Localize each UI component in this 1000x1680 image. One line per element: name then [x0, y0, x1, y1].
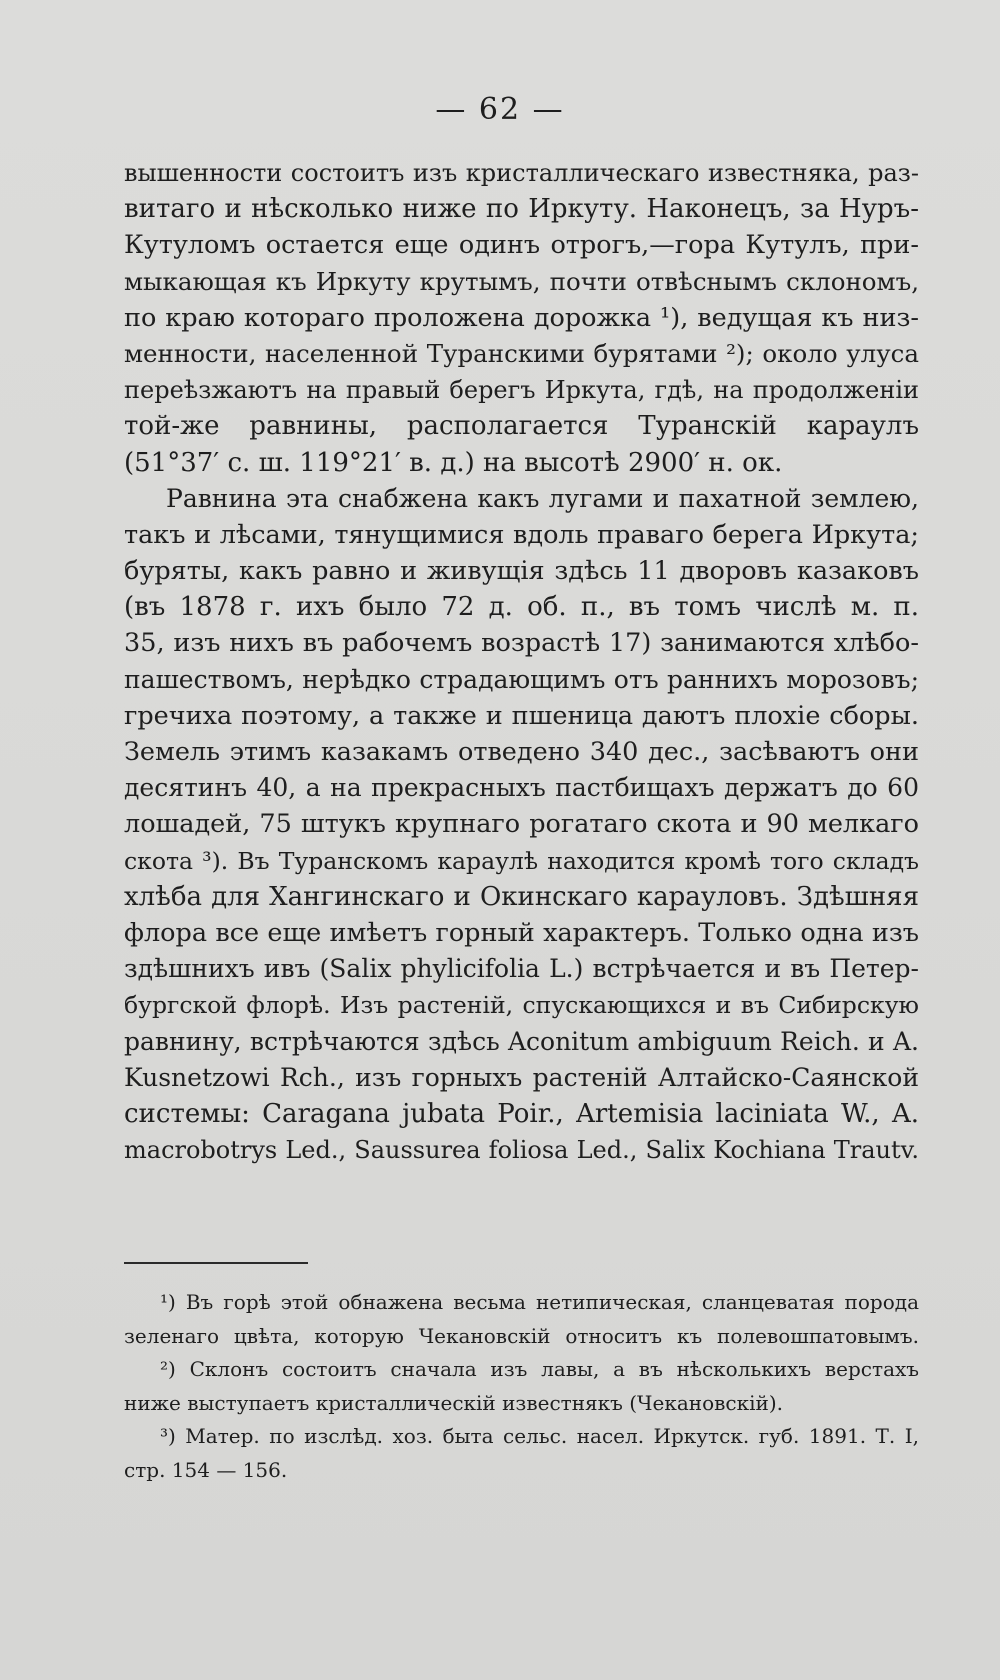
- footnote-line: ³) Матер. по изслѣд. хоз. быта сельс. насел. Иркутск. губ. 1891. Т. I,: [160, 1424, 919, 1449]
- body-line: мыкающая къ Иркуту крутымъ, почти отвѣснымъ склономъ,: [124, 266, 919, 296]
- footnote-line: ¹) Въ горѣ этой обнажена весьма нетипическая, сланцеватая порода: [160, 1290, 919, 1314]
- page-number: — 62 —: [435, 92, 565, 127]
- body-line: бургской флорѣ. Изъ растенiй, спускающихся и въ Сибирскую: [124, 991, 919, 1020]
- body-line: переѣзжаютъ на правый берегъ Иркута, гдѣ, на продолженiи: [124, 376, 919, 405]
- footnote-line: ниже выступаетъ кристаллическiй известнякъ (Чекановскiй).: [124, 1390, 783, 1415]
- body-line: 35, изъ нихъ въ рабочемъ возрастѣ 17) занимаются хлѣбо-: [124, 628, 919, 659]
- body-line: вышенности состоитъ изъ кристаллическаго известняка, раз-: [124, 159, 919, 187]
- body-line: флора все еще имѣетъ горный характеръ. Только одна изъ: [124, 917, 919, 948]
- body-line: (въ 1878 г. ихъ было 72 д. об. п., въ томъ числѣ м. п.: [124, 592, 919, 623]
- body-text: [124, 155, 919, 1168]
- body-line: здѣшнихъ ивъ (Salix phylicifolia L.) встрѣчается и въ Петер-: [124, 954, 919, 984]
- body-line: системы: Caragana jubata Poir., Artemisia laciniata W., A.: [124, 1098, 919, 1129]
- body-line: хлѣба для Хангинскаго и Окинскаго карауловъ. Здѣшняя: [124, 881, 919, 912]
- body-line: Земель этимъ казакамъ отведено 340 дес., засѣваютъ они: [124, 737, 919, 767]
- body-line: гречиха поэтому, а также и пшеница даютъ плохiе сборы.: [124, 700, 919, 731]
- footnotes: [124, 1286, 919, 1488]
- body-line: Kusnetzowi Rch., изъ горныхъ растенiй Алтайско-Саянской: [124, 1062, 919, 1092]
- body-line: (51°37′ с. ш. 119°21′ в. д.) на высотѣ 2900′ н. ок.: [124, 447, 783, 478]
- body-line: равнину, встрѣчаются здѣсь Aconitum ambiguum Reich. и A.: [124, 1026, 919, 1056]
- body-line: менности, населенной Туранскими бурятами ²); около улуса: [124, 338, 919, 368]
- body-line: пашествомъ, нерѣдко страдающимъ отъ раннихъ морозовъ;: [124, 664, 919, 694]
- footnote-divider: [124, 1262, 308, 1264]
- body-line: лошадей, 75 штукъ крупнаго рогатаго скота и 90 мелкаго: [124, 809, 919, 840]
- body-line: macrobotrys Led., Saussurea foliosa Led., Salix Kochiana Trautv.: [124, 1136, 919, 1165]
- body-line: Равнина эта снабжена какъ лугами и пахатной землею,: [166, 483, 919, 513]
- body-line: такъ и лѣсами, тянущимися вдоль праваго берега Иркута;: [124, 519, 919, 550]
- body-line: по краю котораго проложена дорожка ¹), ведущая къ низ-: [124, 302, 919, 333]
- body-line: Кутуломъ остается еще одинъ отрогъ,—гора Кутулъ, при-: [124, 230, 919, 261]
- body-line: скота ³). Въ Туранскомъ караулѣ находится кромѣ того складъ: [124, 846, 919, 875]
- body-line: буряты, какъ равно и живущiя здѣсь 11 дворовъ казаковъ: [124, 556, 919, 587]
- body-line: десятинъ 40, а на прекрасныхъ пастбищахъ держатъ до 60: [124, 773, 919, 803]
- footnote-line: ²) Склонъ состоитъ сначала изъ лавы, а въ нѣсколькихъ верстахъ: [160, 1357, 919, 1382]
- footnote-line: стр. 154 — 156.: [124, 1457, 288, 1482]
- body-line: витаго и нѣсколько ниже по Иркуту. Наконецъ, за Нуръ-: [124, 194, 919, 225]
- footnote-line: зеленаго цвѣта, которую Чекановскiй относитъ къ полевошпатовымъ.: [124, 1323, 919, 1348]
- body-line: той-же равнины, располагается Туранскiй караулъ: [124, 411, 919, 442]
